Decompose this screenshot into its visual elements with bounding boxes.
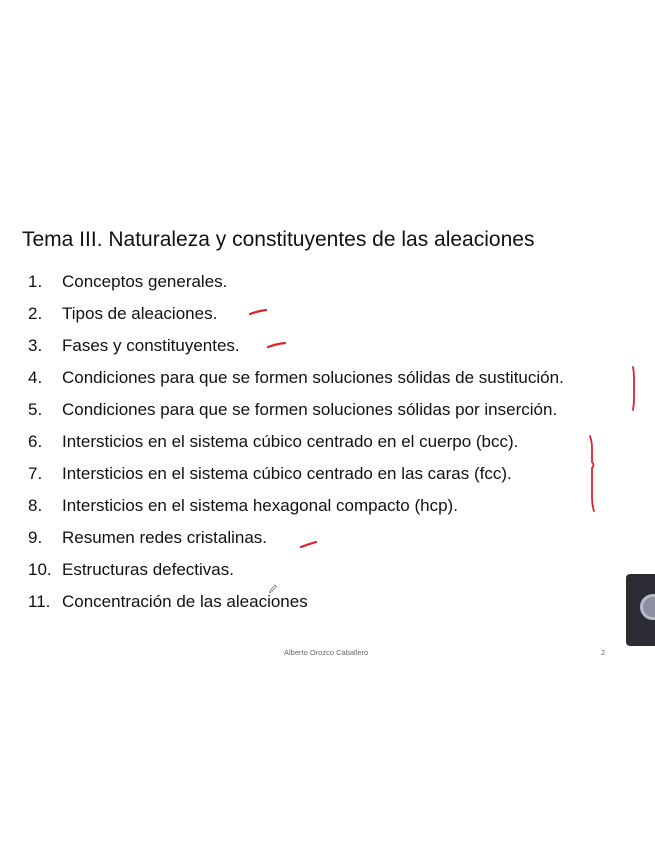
item-number: 10. xyxy=(28,560,52,579)
table-of-contents xyxy=(28,266,564,618)
list-item xyxy=(28,522,564,554)
item-text: Resumen redes cristalinas. xyxy=(62,528,268,547)
list-item xyxy=(28,394,564,426)
camera-ring-icon xyxy=(640,594,655,620)
item-text: Estructuras defectivas. xyxy=(62,560,234,579)
item-text: Fases y constituyentes. xyxy=(62,336,240,355)
list-item xyxy=(28,554,564,586)
slide-title: Tema III. Naturaleza y constituyentes de las aleaciones xyxy=(22,228,535,251)
pen-cursor-icon xyxy=(268,583,278,593)
list-item xyxy=(28,458,564,490)
item-number: 2. xyxy=(28,304,43,323)
item-text: Condiciones para que se formen soluciones sólidas de sustitución. xyxy=(62,368,564,387)
item-number: 5. xyxy=(28,400,43,419)
item-number: 3. xyxy=(28,336,43,355)
item-text: Tipos de aleaciones. xyxy=(62,304,218,323)
list-item xyxy=(28,362,564,394)
item-number: 4. xyxy=(28,368,43,387)
item-text: Intersticios en el sistema hexagonal compacto (hcp). xyxy=(62,496,458,515)
list-item xyxy=(28,330,564,362)
item-number: 6. xyxy=(28,432,43,451)
item-number: 9. xyxy=(28,528,43,547)
list-item xyxy=(28,426,564,458)
item-text: Intersticios en el sistema cúbico centrado en el cuerpo (bcc). xyxy=(62,432,519,451)
item-text: Concentración de las aleaciones xyxy=(62,592,308,611)
list-item xyxy=(28,266,564,298)
item-number: 1. xyxy=(28,272,43,291)
list-item xyxy=(28,490,564,522)
item-number: 11. xyxy=(28,592,51,611)
item-number: 8. xyxy=(28,496,43,515)
page-number: 2 xyxy=(601,648,606,657)
item-text: Condiciones para que se formen soluciones sólidas por inserción. xyxy=(62,400,558,419)
item-number: 7. xyxy=(28,464,43,483)
floating-video-widget[interactable] xyxy=(626,574,655,646)
item-text: Intersticios en el sistema cúbico centrado en las caras (fcc). xyxy=(62,464,512,483)
list-item xyxy=(28,298,564,330)
list-item xyxy=(28,586,564,618)
footer-author: Alberto Orozco Caballero xyxy=(284,648,369,657)
item-text: Conceptos generales. xyxy=(62,272,228,291)
